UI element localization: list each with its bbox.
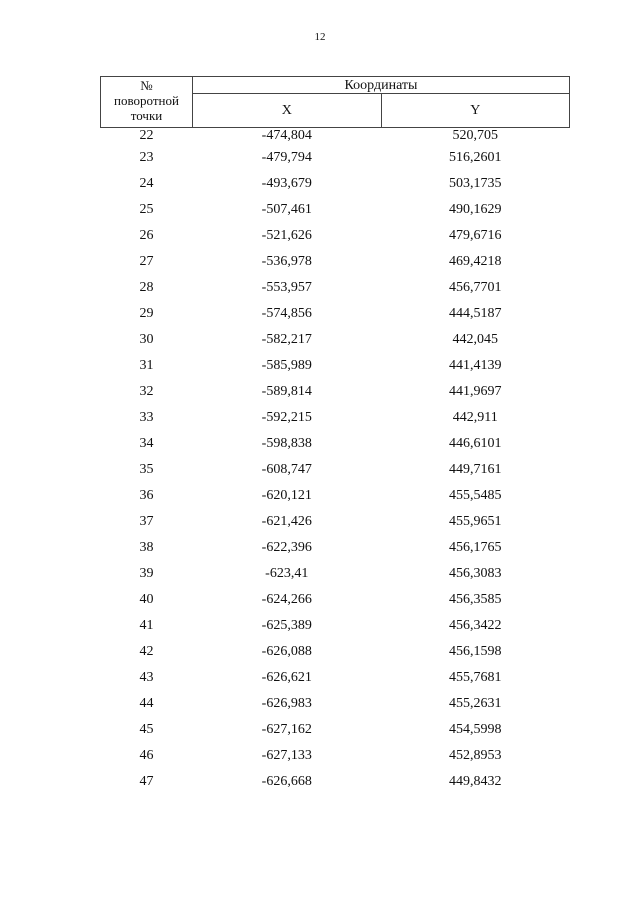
x-coordinate-cell: -625,389	[261, 618, 312, 633]
table-row	[101, 384, 570, 410]
y-coordinate-cell: 455,2631	[449, 696, 502, 711]
table-row	[101, 618, 570, 644]
y-coordinate-cell: 456,7701	[449, 280, 502, 295]
x-coordinate-cell: -474,804	[261, 128, 312, 143]
x-coordinate-cell: -627,133	[261, 748, 312, 763]
y-coordinate-cell: 456,1765	[449, 540, 502, 555]
y-coordinate-cell: 469,4218	[449, 254, 502, 269]
point-number-header-line-2: поворотной	[114, 93, 179, 108]
table-row	[101, 332, 570, 358]
y-coordinate-cell: 444,5187	[449, 306, 502, 321]
x-coordinate-cell: -608,747	[261, 462, 312, 477]
table-row	[101, 514, 570, 540]
x-coordinate-cell: -626,668	[261, 774, 312, 789]
y-coordinate-cell: 479,6716	[449, 228, 502, 243]
y-coordinate-cell: 452,8953	[449, 748, 502, 763]
y-coordinate-cell: 456,3585	[449, 592, 502, 607]
y-coordinate-cell: 442,911	[452, 410, 498, 425]
point-number-cell: 39	[139, 566, 154, 581]
point-number-cell: 30	[139, 332, 154, 347]
point-number-cell: 28	[139, 280, 154, 295]
x-coordinate-cell: -627,162	[261, 722, 312, 737]
table-row	[101, 592, 570, 618]
table-header	[101, 77, 570, 128]
y-coordinate-cell: 490,1629	[449, 202, 502, 217]
point-number-cell: 42	[139, 644, 154, 659]
point-number-cell: 22	[139, 128, 154, 143]
y-coordinate-cell: 446,6101	[449, 436, 502, 451]
x-coordinate-cell: -536,978	[261, 254, 312, 269]
point-number-cell: 40	[139, 592, 154, 607]
table-row	[101, 254, 570, 280]
y-coordinate-cell: 454,5998	[449, 722, 502, 737]
point-number-cell: 36	[139, 488, 154, 503]
point-number-cell: 26	[139, 228, 154, 243]
x-coordinate-cell: -479,794	[261, 150, 312, 165]
x-coordinate-cell: -626,088	[261, 644, 312, 659]
point-number-cell: 46	[139, 748, 154, 763]
table-row	[101, 774, 570, 800]
table-row	[101, 306, 570, 332]
point-number-cell: 38	[139, 540, 154, 555]
x-coordinate-cell: -521,626	[261, 228, 312, 243]
table-row	[101, 202, 570, 228]
x-coordinate-cell: -553,957	[261, 280, 312, 295]
y-coordinate-cell: 456,1598	[449, 644, 502, 659]
x-coordinate-cell: -624,266	[261, 592, 312, 607]
y-coordinate-cell: 441,4139	[449, 358, 502, 373]
x-coordinate-cell: -574,856	[261, 306, 312, 321]
x-coordinate-cell: -621,426	[261, 514, 312, 529]
y-coordinate-cell: 520,705	[452, 128, 498, 143]
coordinates-table	[100, 76, 570, 800]
point-number-cell: 24	[139, 176, 154, 191]
point-number-cell: 25	[139, 202, 154, 217]
table-row	[101, 228, 570, 254]
y-coordinate-cell: 455,7681	[449, 670, 502, 685]
point-number-header	[101, 77, 193, 128]
table-row	[101, 462, 570, 488]
x-coordinate-cell: -582,217	[261, 332, 312, 347]
table-row	[101, 358, 570, 384]
point-number-cell: 29	[139, 306, 154, 321]
table-row	[101, 722, 570, 748]
x-coordinate-cell: -589,814	[261, 384, 312, 399]
x-coordinate-cell: -592,215	[261, 410, 312, 425]
point-number-cell: 44	[139, 696, 154, 711]
x-coordinate-cell: -622,396	[261, 540, 312, 555]
y-coordinate-cell: 449,7161	[449, 462, 502, 477]
y-coordinate-cell: 503,1735	[449, 176, 502, 191]
table-body	[101, 128, 570, 801]
point-number-header-line-1: №	[140, 78, 153, 93]
point-number-header-line-3: точки	[130, 108, 163, 123]
x-coordinate-cell: -626,983	[261, 696, 312, 711]
table-row	[101, 410, 570, 436]
y-coordinate-cell: 442,045	[452, 332, 498, 347]
point-number-cell: 23	[139, 150, 154, 165]
table-row	[101, 128, 570, 151]
x-column-header: X	[193, 94, 382, 128]
point-number-cell: 45	[139, 722, 154, 737]
table-row	[101, 566, 570, 592]
y-coordinate-cell: 455,9651	[449, 514, 502, 529]
table-row	[101, 644, 570, 670]
point-number-cell: 43	[139, 670, 154, 685]
table-row	[101, 670, 570, 696]
y-coordinate-cell: 456,3422	[449, 618, 502, 633]
x-coordinate-cell: -626,621	[261, 670, 312, 685]
page-number: 12	[314, 31, 326, 43]
table-row	[101, 176, 570, 202]
point-number-cell: 32	[139, 384, 154, 399]
y-coordinate-cell: 456,3083	[449, 566, 502, 581]
table-row	[101, 436, 570, 462]
point-number-cell: 41	[139, 618, 154, 633]
header-row-top	[101, 77, 570, 94]
table-row	[101, 540, 570, 566]
point-number-cell: 31	[139, 358, 154, 373]
y-coordinate-cell: 449,8432	[449, 774, 502, 789]
x-coordinate-cell: -620,121	[261, 488, 312, 503]
x-coordinate-cell: -493,679	[261, 176, 312, 191]
point-number-cell: 33	[139, 410, 154, 425]
point-number-cell: 35	[139, 462, 154, 477]
y-coordinate-cell: 441,9697	[449, 384, 502, 399]
coordinates-header: Координаты	[193, 77, 570, 94]
table-row	[101, 488, 570, 514]
x-coordinate-cell: -623,41	[265, 566, 309, 581]
point-number-cell: 37	[139, 514, 154, 529]
table-row	[101, 280, 570, 306]
point-number-cell: 27	[139, 254, 154, 269]
x-coordinate-cell: -585,989	[261, 358, 312, 373]
table-row	[101, 696, 570, 722]
y-coordinate-cell: 516,2601	[449, 150, 502, 165]
point-number-cell: 47	[139, 774, 154, 789]
y-column-header: Y	[381, 94, 570, 128]
point-number-cell: 34	[139, 436, 154, 451]
y-coordinate-cell: 455,5485	[449, 488, 502, 503]
x-coordinate-cell: -598,838	[261, 436, 312, 451]
table-row	[101, 150, 570, 176]
table-row	[101, 748, 570, 774]
x-coordinate-cell: -507,461	[261, 202, 312, 217]
